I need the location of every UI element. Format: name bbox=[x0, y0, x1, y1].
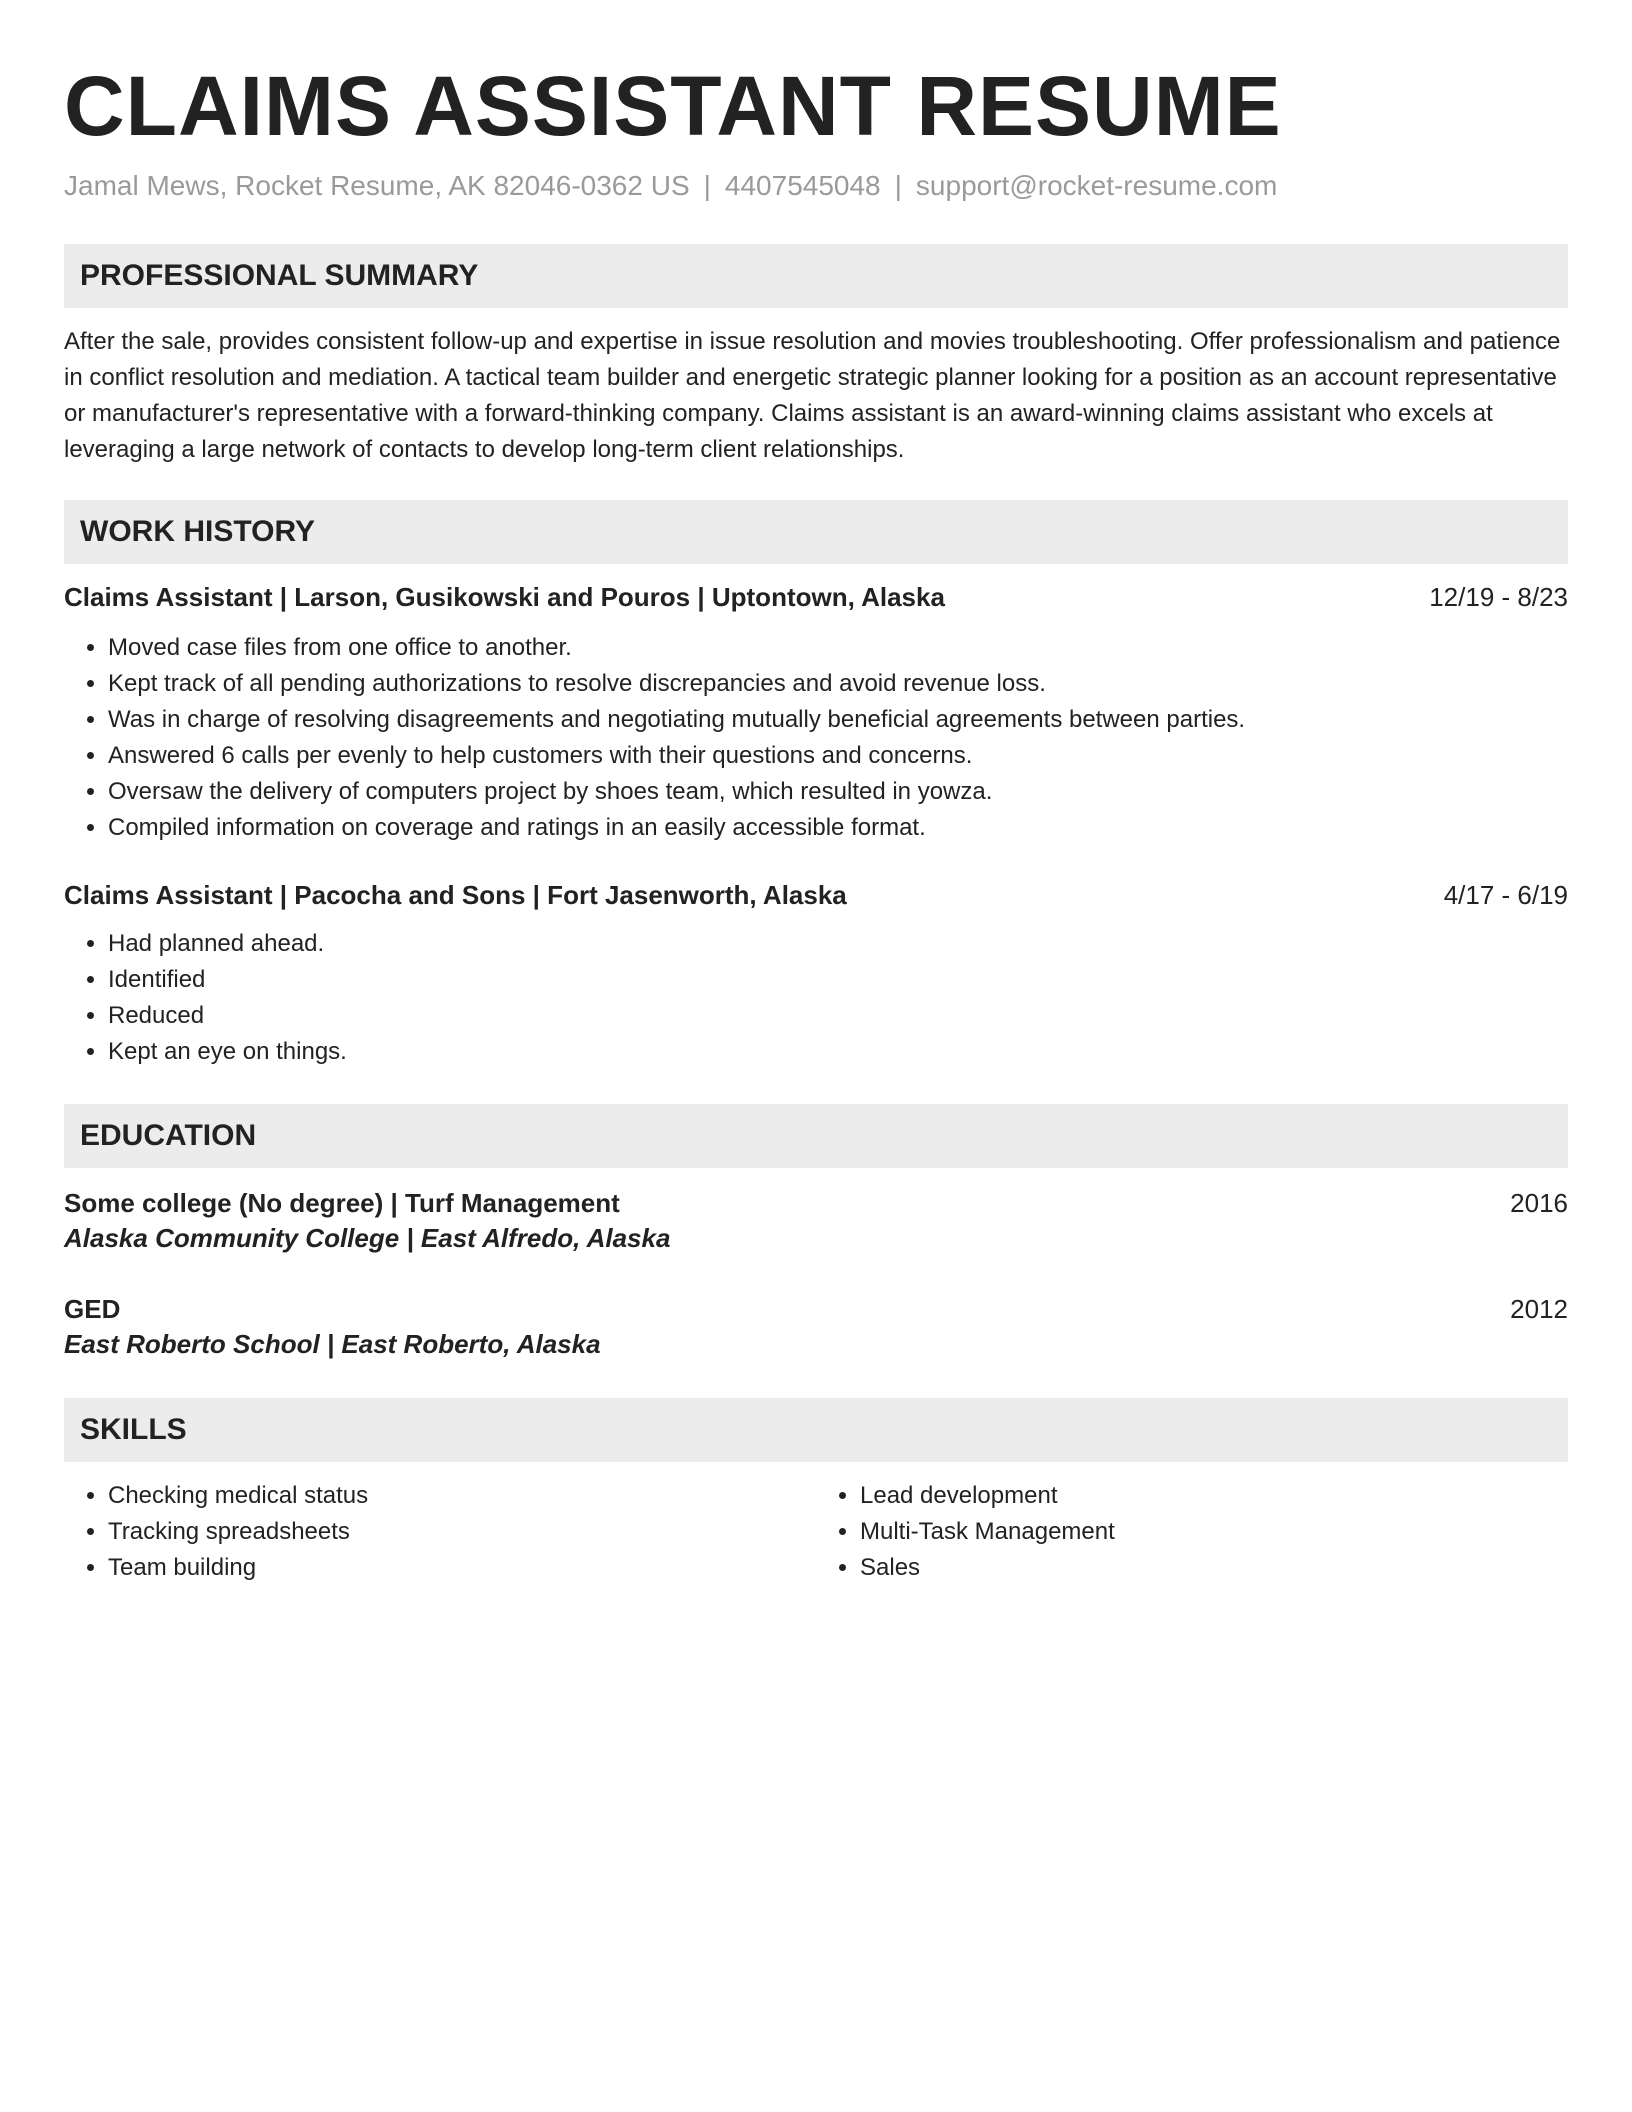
education-entry bbox=[64, 1186, 1568, 1256]
section-header-skills: SKILLS bbox=[64, 1398, 1568, 1462]
job-entry bbox=[64, 580, 1568, 846]
summary-text: After the sale, provides consistent follow-up and expertise in issue resolution and movies troubleshooting. Offer professionalism and patience in conflict resolution and mediation. A tactical team builder and energetic strategic planner looking for a position as an account representative or manufacturer's representative with a forward-thinking company. Claims assistant is an award-winning claims assistant who excels at leveraging a large network of contacts to develop long-term client relationships. bbox=[64, 328, 1561, 463]
job-bullets bbox=[64, 926, 1568, 1070]
contact-line bbox=[64, 168, 1568, 204]
education-entry bbox=[64, 1292, 1568, 1362]
skills-column-left bbox=[64, 1478, 816, 1586]
contact-phone: 4407545048 bbox=[724, 170, 881, 201]
list-item: • Checking medical status bbox=[108, 1478, 816, 1514]
job-bullets bbox=[64, 630, 1568, 846]
list-item: • Identified bbox=[108, 962, 1568, 998]
job-entry bbox=[64, 878, 1568, 1070]
list-item: • Answered 6 calls per evenly to help customers with their questions and concerns. bbox=[108, 738, 1568, 774]
section-header-summary: PROFESSIONAL SUMMARY bbox=[64, 244, 1568, 308]
job-title: Claims Assistant | Larson, Gusikowski and Pouros | Uptontown, Alaska bbox=[64, 582, 945, 612]
list-item: • Compiled information on coverage and ratings in an easily accessible format. bbox=[108, 810, 1568, 846]
education-header bbox=[64, 1292, 1568, 1326]
education-degree: GED bbox=[64, 1294, 121, 1324]
education-year: 2012 bbox=[1510, 1294, 1568, 1324]
contact-separator: | bbox=[703, 170, 711, 201]
resume-title: CLAIMS ASSISTANT RESUME bbox=[64, 59, 1282, 153]
section-header-education: EDUCATION bbox=[64, 1104, 1568, 1168]
section-header-work: WORK HISTORY bbox=[64, 500, 1568, 564]
job-dates: 12/19 - 8/23 bbox=[1429, 582, 1568, 612]
list-item: • Kept track of all pending authorizations to resolve discrepancies and avoid revenue loss. bbox=[108, 666, 1568, 702]
list-item: • Team building bbox=[108, 1550, 816, 1586]
list-item: • Kept an eye on things. bbox=[108, 1034, 1568, 1070]
list-item: • Reduced bbox=[108, 998, 1568, 1034]
job-header bbox=[64, 878, 1568, 912]
education-school: Alaska Community College | East Alfredo, Alaska bbox=[64, 1223, 671, 1253]
contact-address: Jamal Mews, Rocket Resume, AK 82046-0362 US bbox=[64, 170, 690, 201]
skills-column-right bbox=[816, 1478, 1568, 1586]
education-year: 2016 bbox=[1510, 1188, 1568, 1218]
list-item: • Moved case files from one office to another. bbox=[108, 630, 1568, 666]
list-item: • Tracking spreadsheets bbox=[108, 1514, 816, 1550]
contact-email: support@rocket-resume.com bbox=[915, 170, 1278, 201]
job-header bbox=[64, 580, 1568, 614]
job-title: Claims Assistant | Pacocha and Sons | Fort Jasenworth, Alaska bbox=[64, 880, 847, 910]
skills-list bbox=[64, 1478, 1568, 1586]
job-dates: 4/17 - 6/19 bbox=[1443, 880, 1568, 910]
list-item: • Multi-Task Management bbox=[860, 1514, 1568, 1550]
list-item: • Oversaw the delivery of computers project by shoes team, which resulted in yowza. bbox=[108, 774, 1568, 810]
list-item: • Lead development bbox=[860, 1478, 1568, 1514]
education-school: East Roberto School | East Roberto, Alaska bbox=[64, 1329, 601, 1359]
list-item: • Had planned ahead. bbox=[108, 926, 1568, 962]
list-item: • Was in charge of resolving disagreements and negotiating mutually beneficial agreements between parties. bbox=[108, 702, 1568, 738]
contact-separator: | bbox=[894, 170, 902, 201]
list-item: • Sales bbox=[860, 1550, 1568, 1586]
education-header bbox=[64, 1186, 1568, 1220]
education-degree: Some college (No degree) | Turf Management bbox=[64, 1188, 620, 1218]
